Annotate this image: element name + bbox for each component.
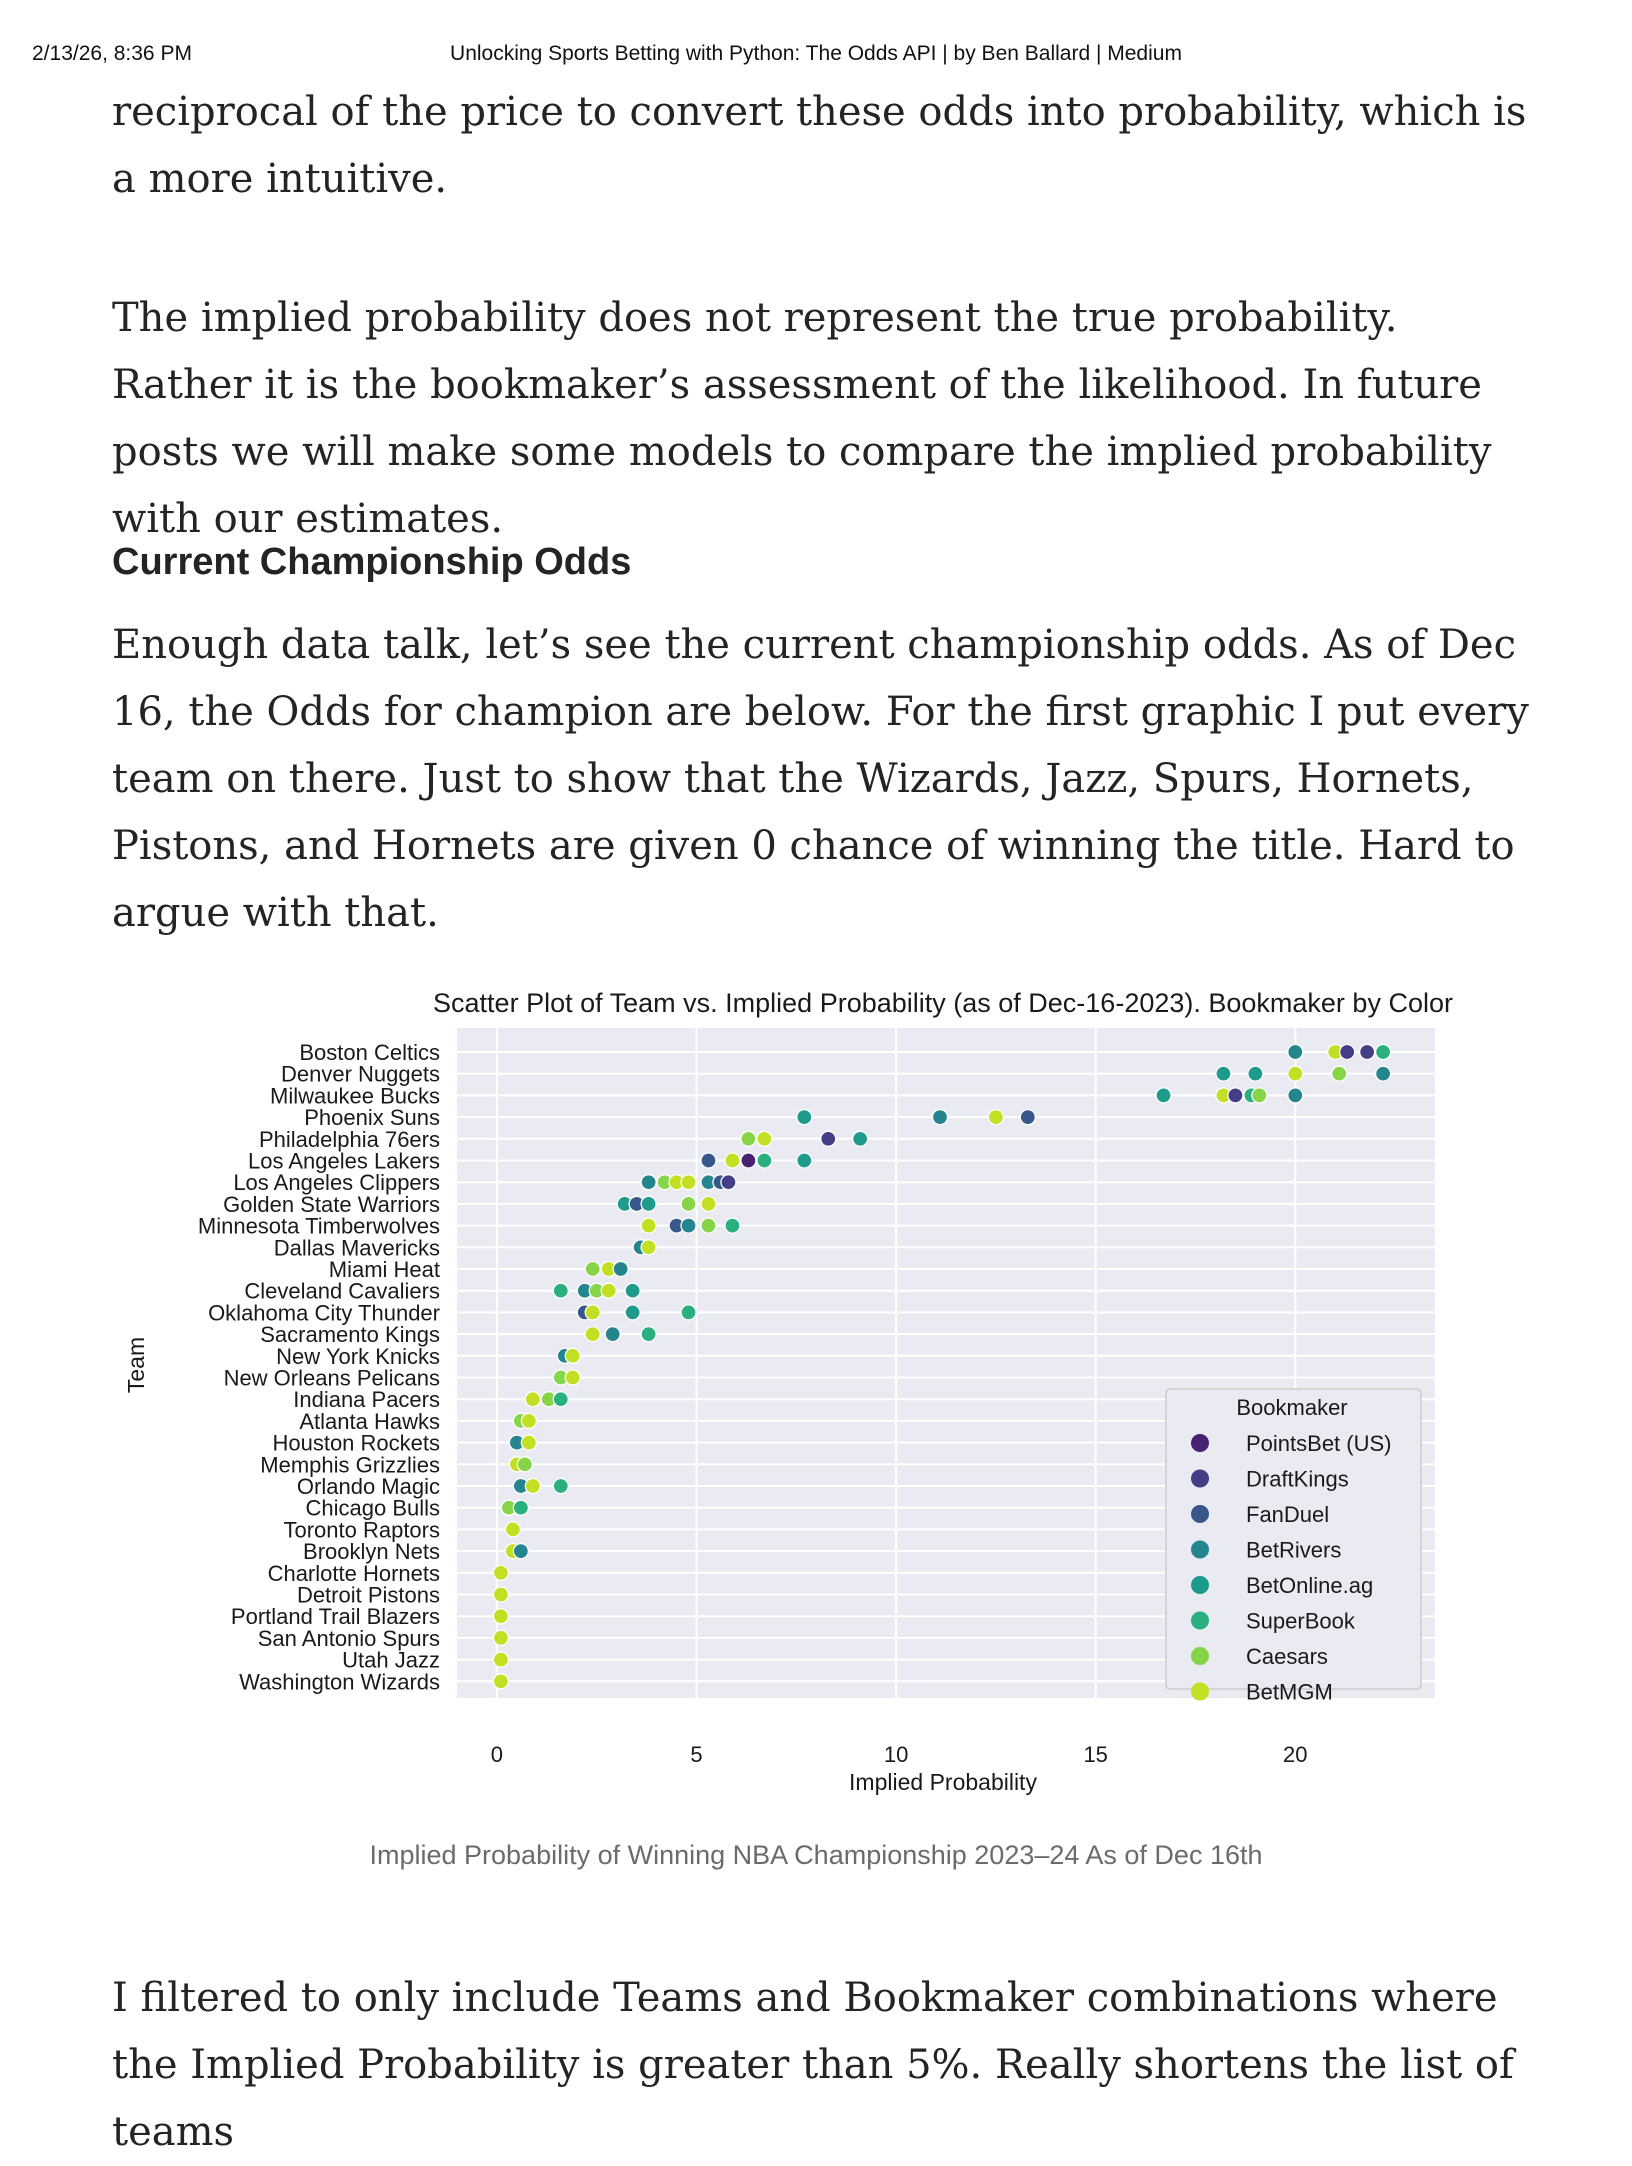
data-point (821, 1131, 836, 1146)
paragraph-championship-odds: Enough data talk, let’s see the current championship odds. As of Dec 16, the Odds for champion are below. For the first graphic I put every team on there. Just to show that the Wizards, Jazz, Spurs, Hornets, Pistons, and Hornets are given 0 chance of winning the title. Hard to argue with that. (112, 622, 1529, 936)
y-tick-label: Phoenix Suns (304, 1105, 440, 1131)
data-point (625, 1283, 640, 1298)
y-axis-label: Team (123, 1336, 149, 1394)
data-point (585, 1305, 600, 1320)
y-tick-label: Cleveland Cavaliers (244, 1278, 440, 1304)
y-tick-label: Chicago Bulls (305, 1495, 440, 1521)
y-tick-labels (198, 1040, 440, 1694)
data-point (641, 1196, 656, 1211)
print-date: 2/13/26, 8:36 PM (32, 42, 192, 65)
data-point (681, 1175, 696, 1190)
x-tick-labels (491, 1742, 1308, 1767)
legend-label: FanDuel (1246, 1502, 1330, 1527)
y-tick-label: Golden State Warriors (223, 1191, 440, 1217)
data-point (565, 1370, 580, 1385)
data-point (613, 1262, 628, 1277)
x-tick-label: 5 (690, 1742, 703, 1767)
figure-caption: Implied Probability of Winning NBA Championship 2023–24 As of Dec 16th (369, 1840, 1263, 1870)
data-point (1376, 1045, 1391, 1060)
y-tick-label: Boston Celtics (299, 1040, 440, 1065)
legend-title: Bookmaker (1236, 1395, 1348, 1420)
legend-marker (1191, 1541, 1209, 1559)
data-point (565, 1348, 580, 1363)
legend-label: DraftKings (1246, 1466, 1349, 1492)
y-tick-label: Washington Wizards (239, 1669, 440, 1695)
y-tick-label: Atlanta Hawks (299, 1408, 440, 1434)
y-tick-label: Los Angeles Clippers (233, 1170, 440, 1196)
y-tick-label: Philadelphia 76ers (258, 1126, 440, 1152)
data-point (853, 1131, 868, 1146)
paragraph-filtered: I filtered to only include Teams and Bookmaker combinations where the Implied Probability is greater than 5%. Really shortens the list of teams (112, 1975, 1514, 2155)
data-point (1288, 1066, 1303, 1081)
y-tick-label: Memphis Grizzlies (260, 1452, 440, 1478)
data-point (493, 1652, 508, 1667)
x-axis-label: Implied Probability (849, 1769, 1037, 1795)
chart-figure (100, 975, 1532, 1825)
y-tick-label: New York Knicks (276, 1343, 440, 1369)
data-point (641, 1218, 656, 1233)
data-point (1360, 1045, 1375, 1060)
data-point (1288, 1088, 1303, 1103)
y-tick-label: Oklahoma City Thunder (208, 1300, 440, 1326)
data-point (725, 1153, 740, 1168)
scatter-chart (100, 975, 1532, 1825)
y-tick-label: San Antonio Spurs (257, 1625, 440, 1651)
legend-label: BetRivers (1246, 1537, 1342, 1563)
data-point (641, 1240, 656, 1255)
data-point (1340, 1045, 1355, 1060)
chart-title: Scatter Plot of Team vs. Implied Probability (as of Dec-16-2023). Bookmaker by Color (433, 988, 1453, 1018)
data-point (553, 1392, 568, 1407)
y-tick-label: Indiana Pacers (293, 1387, 440, 1413)
y-tick-label: New Orleans Pelicans (223, 1365, 440, 1391)
section-heading: Current Championship Odds (112, 541, 632, 583)
data-point (493, 1565, 508, 1580)
print-page-title: Unlocking Sports Betting with Python: The Odds API | by Ben Ballard | Medium (450, 42, 1182, 65)
data-point (797, 1153, 812, 1168)
data-point (513, 1500, 528, 1515)
data-point (553, 1283, 568, 1298)
data-point (1332, 1066, 1347, 1081)
data-point (1156, 1088, 1171, 1103)
legend-marker (1191, 1612, 1209, 1630)
y-tick-label: Toronto Raptors (283, 1517, 440, 1543)
y-tick-label: Milwaukee Bucks (270, 1083, 440, 1109)
data-point (933, 1110, 948, 1125)
y-tick-label: Miami Heat (328, 1257, 440, 1282)
data-point (1248, 1066, 1263, 1081)
legend-label: SuperBook (1246, 1608, 1355, 1634)
data-point (601, 1283, 616, 1298)
data-point (517, 1457, 532, 1472)
legend-marker (1191, 1647, 1209, 1665)
y-tick-label: Minnesota Timberwolves (197, 1213, 440, 1239)
data-point (741, 1153, 756, 1168)
data-point (701, 1196, 716, 1211)
y-tick-label: Orlando Magic (296, 1474, 440, 1499)
data-point (521, 1413, 536, 1428)
data-point (681, 1218, 696, 1233)
y-tick-label: Sacramento Kings (260, 1322, 440, 1348)
data-point (1376, 1066, 1391, 1081)
data-point (1228, 1088, 1243, 1103)
y-tick-label: Charlotte Hornets (267, 1560, 440, 1586)
data-point (641, 1327, 656, 1342)
legend-marker (1191, 1505, 1209, 1523)
data-point (493, 1587, 508, 1602)
data-point (505, 1522, 520, 1537)
data-point (513, 1544, 528, 1559)
legend (1166, 1389, 1421, 1705)
data-point (797, 1110, 812, 1125)
data-point (493, 1609, 508, 1624)
legend-marker (1191, 1683, 1209, 1701)
data-point (585, 1327, 600, 1342)
data-point (725, 1218, 740, 1233)
print-header (0, 40, 1632, 72)
legend-label: PointsBet (US) (1246, 1431, 1392, 1456)
data-point (1020, 1110, 1035, 1125)
legend-marker (1191, 1576, 1209, 1594)
data-point (525, 1392, 540, 1407)
data-point (721, 1175, 736, 1190)
data-point (1288, 1045, 1303, 1060)
y-tick-label: Portland Trail Blazers (230, 1604, 440, 1630)
data-point (681, 1196, 696, 1211)
data-point (1216, 1066, 1231, 1081)
data-point (757, 1153, 772, 1168)
data-point (525, 1479, 540, 1494)
data-point (681, 1305, 696, 1320)
data-point (641, 1175, 656, 1190)
y-tick-label: Denver Nuggets (281, 1061, 440, 1087)
legend-marker (1191, 1434, 1209, 1452)
legend-marker (1191, 1470, 1209, 1488)
legend-label: Caesars (1246, 1644, 1328, 1669)
data-point (585, 1262, 600, 1277)
data-point (605, 1327, 620, 1342)
x-tick-label: 0 (490, 1742, 504, 1767)
data-point (988, 1110, 1003, 1125)
x-tick-label: 10 (883, 1742, 909, 1767)
data-point (741, 1131, 756, 1146)
data-point (757, 1131, 772, 1146)
y-tick-label: Detroit Pistons (296, 1582, 440, 1608)
paragraph-reciprocal: reciprocal of the price to convert these odds into probability, which is a more intuitive. (112, 89, 1527, 202)
data-point (553, 1479, 568, 1494)
y-tick-label: Brooklyn Nets (303, 1539, 440, 1565)
x-tick-label: 15 (1083, 1742, 1108, 1767)
legend-label: BetMGM (1246, 1679, 1333, 1705)
data-point (521, 1435, 536, 1450)
data-point (701, 1153, 716, 1168)
data-point (625, 1305, 640, 1320)
legend-label: BetOnline.ag (1246, 1573, 1374, 1598)
y-tick-label: Dallas Mavericks (273, 1235, 440, 1261)
x-tick-label: 20 (1283, 1742, 1308, 1767)
data-point (701, 1218, 716, 1233)
y-tick-label: Houston Rockets (272, 1430, 440, 1456)
data-point (493, 1674, 508, 1689)
data-point (493, 1630, 508, 1645)
data-point (1252, 1088, 1267, 1103)
y-tick-label: Utah Jazz (342, 1647, 440, 1673)
paragraph-implied-probability: The implied probability does not represent the true probability. Rather it is the bookmaker’s assessment of the likelihood. In future posts we will make some models to compare the implied probability with our estimates. (112, 295, 1492, 542)
y-tick-label: Los Angeles Lakers (247, 1148, 440, 1174)
